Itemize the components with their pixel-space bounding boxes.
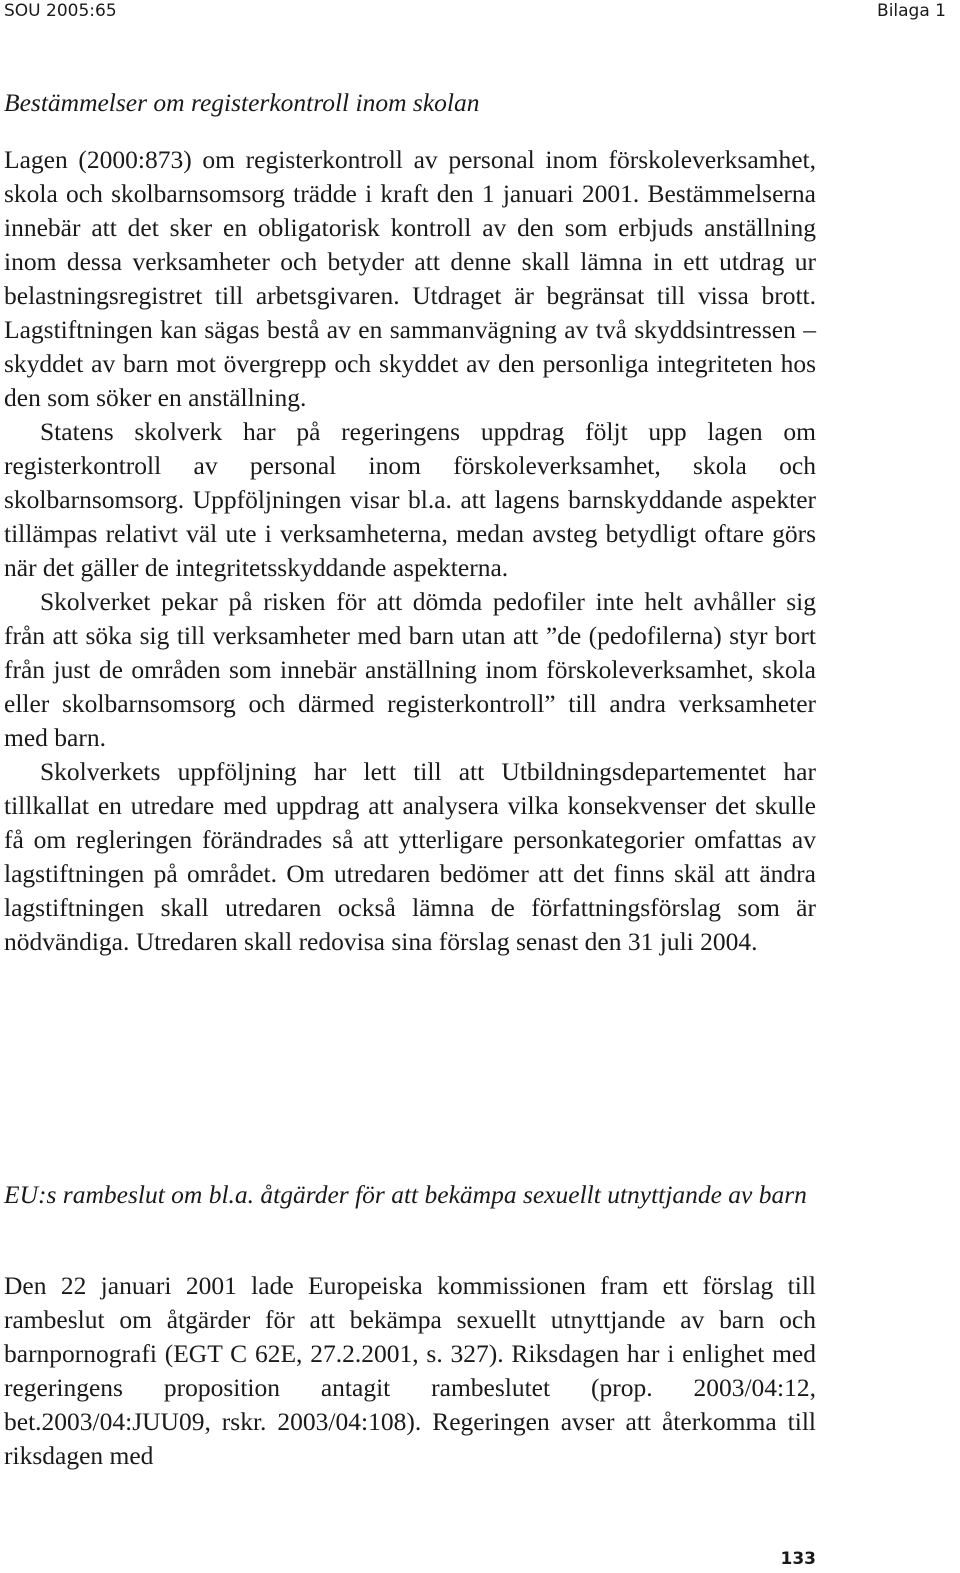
- paragraph: Statens skolverk har på regeringens uppdrag följt upp lagen om registerkontroll av personal inom förskoleverksamhet, skola och skolbarnsomsorg. Uppföljningen visar bl.a. att lagens barnskyddande aspekter tillämpas relativt väl ute i verksamheterna, medan avsteg betydligt oftare görs när det gäller de integritetsskyddande aspekterna.: [4, 417, 816, 582]
- page-number: 133: [780, 1549, 816, 1569]
- document-reference: SOU 2005:65: [4, 1, 117, 21]
- section-body-eu-rambeslut: [4, 1269, 816, 1473]
- section-heading-registerkontroll: Bestämmelser om registerkontroll inom skolan: [4, 88, 480, 117]
- paragraph: Den 22 januari 2001 lade Europeiska kommissionen fram ett förslag till rambeslut om åtgärder för att bekämpa sexuellt utnyttjande av barn och barnpornografi (EGT C 62E, 27.2.2001, s. 327). Riksdagen har i enlighet med regeringens proposition antagit rambeslutet (prop. 2003/04:12, bet.2003/04:JUU09, rskr. 2003/04:108). Regeringen avser att återkomma till riksdagen med: [4, 1271, 816, 1470]
- appendix-label: Bilaga 1: [877, 1, 946, 21]
- paragraph: Skolverkets uppföljning har lett till att Utbildningsdepartementet har tillkallat en utredare med uppdrag att analysera vilka konsekvenser det skulle få om regleringen förändrades så att ytterligare personkategorier omfattas av lagstiftningen på området. Om utredaren bedömer att det finns skäl att ändra lagstiftningen skall utredaren också lämna de författningsförslag som är nödvändiga. Utredaren skall redovisa sina förslag senast den 31 juli 2004.: [4, 757, 816, 956]
- paragraph: Skolverket pekar på risken för att dömda pedofiler inte helt avhåller sig från att söka sig till verksamheter med barn utan att ”de (pedofilerna) styr bort från just de områden som innebär anställning inom förskoleverksamhet, skola eller skolbarnsomsorg och därmed registerkontroll” till andra verksamheter med barn.: [4, 587, 816, 752]
- section-body-registerkontroll: [4, 143, 816, 959]
- paragraph: Lagen (2000:873) om registerkontroll av personal inom förskoleverksamhet, skola och skolbarnsomsorg trädde i kraft den 1 januari 2001. Bestämmelserna innebär att det sker en obligatorisk kontroll av den som erbjuds anställning inom dessa verksamheter och betyder att denne skall lämna in ett utdrag ur belastningsregistret till arbetsgivaren. Utdraget är begränsat till vissa brott. Lagstiftningen kan sägas bestå av en sammanvägning av två skyddsintressen – skyddet av barn mot övergrepp och skyddet av den personliga integriteten hos den som söker en anställning.: [4, 145, 816, 412]
- section-heading-eu-rambeslut: EU:s rambeslut om bl.a. åtgärder för att bekämpa sexuellt utnyttjande av barn: [4, 1180, 807, 1209]
- running-head: [0, 0, 960, 22]
